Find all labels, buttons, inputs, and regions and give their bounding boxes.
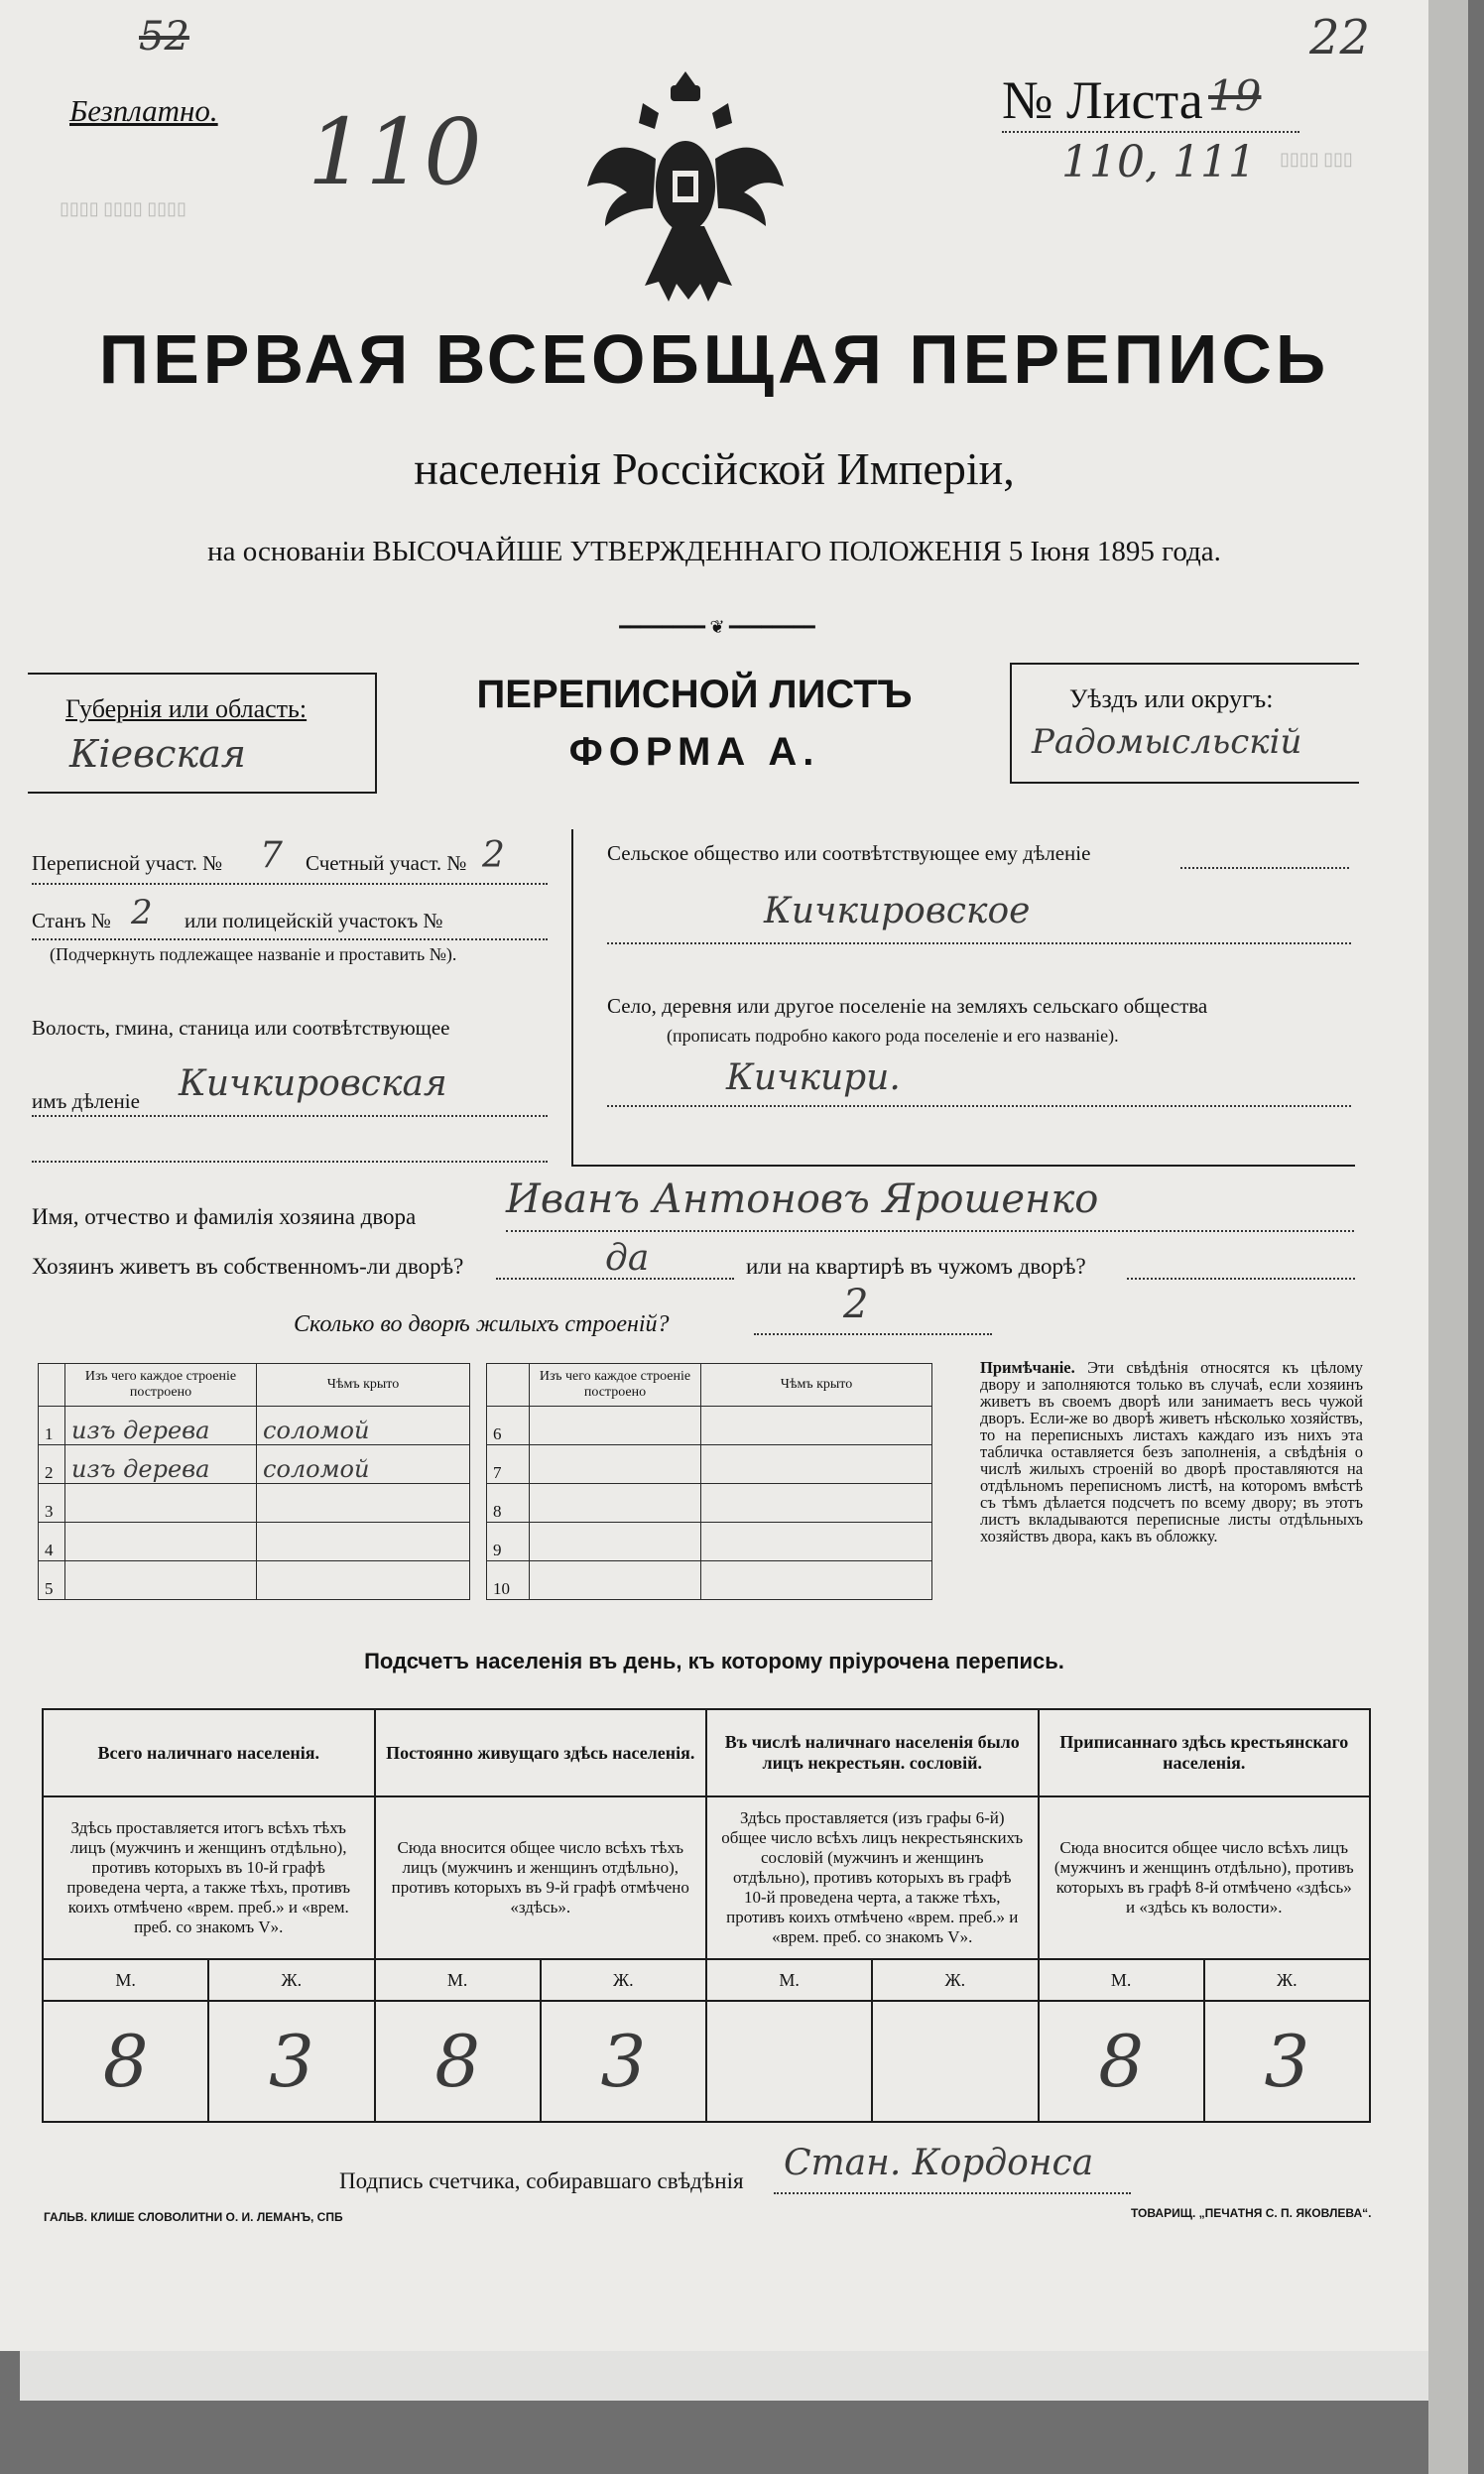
volost-label-1: Волость, гмина, станица или соотвѣтствующее (32, 1016, 450, 1040)
volost-value: Кичкировская (179, 1063, 447, 1104)
table-row (487, 1445, 932, 1484)
double-headed-eagle-emblem (583, 67, 788, 306)
male-label: М. (706, 1959, 872, 2001)
male-label: М. (1039, 1959, 1204, 2001)
roof-cell: соломой (257, 1407, 470, 1445)
main-title: ПЕРВАЯ ВСЕОБЩАЯ ПЕРЕПИСЬ (98, 320, 1330, 398)
male-label: М. (375, 1959, 541, 2001)
female-label: Ж. (1204, 1959, 1370, 2001)
handwritten-number: 110 (308, 99, 482, 205)
row-number: 5 (39, 1561, 65, 1600)
free-label: Безплатно. (69, 93, 218, 128)
census-section-label: Переписной участ. № (32, 851, 223, 875)
note-title: Примѣчаніе. (980, 1358, 1075, 1377)
row-number: 1 (39, 1407, 65, 1445)
population-heading: Подсчетъ населенія въ день, къ которому пріурочена перепись. (364, 1649, 1064, 1673)
apartment-label: или на квартирѣ въ чужомъ дворѣ? (746, 1254, 1086, 1279)
note-block (980, 1359, 1363, 1545)
non-peasant-desc: Здѣсь проставляется (изъ графы 6-й) общее число всѣхъ лицъ некрестьянскихъ сословій (мужчинъ и женщинъ отдѣльно), противъ которыхъ въ графѣ 10-й проведена черта, а также тѣхъ, противъ коихъ отмѣчено «врем. преб.» и «врем. преб. со знакомъ V». (706, 1796, 1039, 1959)
note-text: Эти свѣдѣнія относятся къ цѣлому двору и заполняются только въ случаѣ, если хозяинъ живетъ въ своемъ дворѣ или занимаетъ весь чужой дворъ. Если-же во дворѣ живетъ нѣсколько хозяйствъ, то на переписныхъ листахъ каждаго изъ нихъ эта табличка оставляется безъ заполненія, а свѣдѣнія о числѣ жилыхъ строеній во дворѣ проставляются на отдѣльномъ переписномъ листѣ, на которомъ вмѣстѣ съ тѣмъ дѣлается подсчетъ по всему двору; въ этотъ листъ вкладываются переписные листы отдѣльныхъ хозяйствъ двора, какъ въ обложку. (980, 1358, 1363, 1546)
row-number: 3 (39, 1484, 65, 1523)
village-label: Село, деревня или другое поселеніе на земляхъ сельскаго общества (607, 994, 1208, 1018)
table-row (487, 1561, 932, 1600)
village-value: Кичкири. (726, 1057, 901, 1098)
roof-column-header: Чѣмъ крыто (701, 1364, 932, 1407)
table-row (39, 1523, 470, 1561)
row-number: 8 (487, 1484, 530, 1523)
population-table (42, 1708, 1371, 2123)
registered-peasant-desc: Сюда вносится общее число всѣхъ лицъ (мужчинъ и женщинъ отдѣльно), противъ которыхъ въ графѣ 8-й отмѣчено «здѣсь» и «здѣсь къ волости». (1039, 1796, 1371, 1959)
district-label: Уѣздъ или округъ: (1069, 684, 1274, 713)
volost-label-2: имъ дѣленіе (32, 1089, 140, 1113)
buildings-table-right (486, 1363, 932, 1600)
material-cell: изъ дерева (65, 1445, 257, 1484)
owner-value: Иванъ Антоновъ Ярошенко (506, 1176, 1099, 1222)
material-cell (65, 1484, 257, 1523)
bleed-through-text: ▯▯▯▯ ▯▯▯ (1280, 149, 1353, 169)
counting-section-label: Счетный участ. № (306, 851, 467, 875)
province-label: Губернія или область: (65, 694, 308, 723)
registered-male-value: 8 (1039, 2001, 1204, 2122)
row-number: 4 (39, 1523, 65, 1561)
permanent-female-value: 3 (541, 2001, 706, 2122)
owner-label: Имя, отчество и фамилія хозяина двора (32, 1204, 417, 1229)
table-row (487, 1407, 932, 1445)
signature: Стан. Кордонса (784, 2143, 1094, 2183)
village-note: (прописать подробно какого рода поселеніе и его названіе). (667, 1026, 1119, 1046)
buildings-table-left (38, 1363, 470, 1600)
total-population-header: Всего наличнаго населенія. (43, 1709, 375, 1796)
registered-female-value: 3 (1204, 2001, 1370, 2122)
registered-peasant-header: Приписаннаго здѣсь крестьянскаго населенія. (1039, 1709, 1371, 1796)
row-number: 10 (487, 1561, 530, 1600)
non-peasant-header: Въ числѣ наличнаго населенія было лицъ некрестьян. сословій. (706, 1709, 1039, 1796)
roof-cell (257, 1523, 470, 1561)
material-cell (65, 1561, 257, 1600)
own-yard-value: да (605, 1238, 650, 1279)
roof-column-header: Чѣмъ крыто (257, 1364, 470, 1407)
table-row (39, 1561, 470, 1600)
roof-cell (257, 1484, 470, 1523)
table-row (487, 1523, 932, 1561)
struck-sheet-number: 19 (1208, 71, 1262, 120)
table-row (39, 1484, 470, 1523)
row-number: 9 (487, 1523, 530, 1561)
sheet-number-value: 110, 111 (1061, 137, 1256, 187)
corner-number: 52 (139, 14, 189, 60)
stan-label: Станъ № (32, 909, 111, 932)
roof-cell: соломой (257, 1445, 470, 1484)
police-section-label: или полицейскій участокъ № (185, 909, 443, 932)
community-label: Сельское общество или соотвѣтствующее ему дѣленіе (607, 841, 1091, 865)
form-title: ПЕРЕПИСНОЙ ЛИСТЪ (476, 673, 913, 716)
row-number: 6 (487, 1407, 530, 1445)
male-label: М. (43, 1959, 208, 2001)
total-male-value: 8 (43, 2001, 208, 2122)
community-value: Кичкировское (764, 891, 1031, 931)
basis-line: на основаніи ВЫСОЧАЙШЕ УТВЕРЖДЕННАГО ПОЛОЖЕНІЯ 5 Іюня 1895 года. (207, 536, 1221, 567)
census-section-value: 7 (260, 835, 283, 876)
non-peasant-female-value (872, 2001, 1038, 2122)
roof-cell (257, 1561, 470, 1600)
underlying-sheet-edge (1428, 0, 1468, 2474)
permanent-population-desc: Сюда вносится общее число всѣхъ тѣхъ лицъ (мужчинъ и женщинъ отдѣльно), противъ которыхъ въ 9-й графѣ отмѣчено «здѣсь». (375, 1796, 707, 1959)
stan-note: (Подчеркнуть подлежащее названіе и проставить №). (50, 944, 457, 964)
subtitle: населенія Россійской Имперіи, (414, 443, 1015, 494)
permanent-population-header: Постоянно живущаго здѣсь населенія. (375, 1709, 707, 1796)
printer-credit-left: ГАЛЬВ. КЛИШЕ СЛОВОЛИТНИ О. И. ЛЕМАНЪ, СПБ (44, 2210, 343, 2224)
sheet-number-label: № Листа (1002, 70, 1203, 130)
material-column-header: Изъ чего каждое строеніе построено (65, 1364, 257, 1407)
total-population-desc: Здѣсь проставляется итогъ всѣхъ тѣхъ лицъ (мужчинъ и женщинъ отдѣльно), противъ которыхъ въ 10-й графѣ проведена черта, а также тѣхъ, противъ коихъ отмѣчено «врем. преб.» и «врем. преб. со знакомъ V». (43, 1796, 375, 1959)
female-label: Ж. (208, 1959, 374, 2001)
top-right-number: 22 (1309, 10, 1371, 65)
female-label: Ж. (541, 1959, 706, 2001)
table-row (487, 1484, 932, 1523)
non-peasant-male-value (706, 2001, 872, 2122)
ornament-divider: ━━━━━━━━ ❦ ━━━━━━━━ (619, 617, 815, 637)
table-row (39, 1407, 470, 1445)
province-value: Кіевская (69, 732, 246, 776)
material-cell (65, 1523, 257, 1561)
stan-value: 2 (131, 893, 153, 932)
total-female-value: 3 (208, 2001, 374, 2122)
bleed-through-text: ▯▯▯▯ ▯▯▯▯ ▯▯▯▯ (60, 198, 186, 218)
buildings-count: 2 (843, 1282, 869, 1327)
row-number: 7 (487, 1445, 530, 1484)
buildings-label: Сколько во дворѣ жилыхъ строеній? (294, 1311, 670, 1337)
table-row (39, 1445, 470, 1484)
form-label: ФОРМА А. (568, 730, 820, 774)
signature-label: Подпись счетчика, собиравшаго свѣдѣнія (339, 2168, 744, 2193)
row-number: 2 (39, 1445, 65, 1484)
district-value: Радомысльскій (1032, 722, 1302, 762)
printer-credit-right: ТОВАРИЩ. „ПЕЧАТНЯ С. П. ЯКОВЛЕВА“. (1131, 2206, 1372, 2220)
own-yard-label: Хозяинъ живетъ въ собственномъ-ли дворѣ? (32, 1254, 464, 1279)
counting-section-value: 2 (482, 835, 505, 876)
material-cell: изъ дерева (65, 1407, 257, 1445)
permanent-male-value: 8 (375, 2001, 541, 2122)
female-label: Ж. (872, 1959, 1038, 2001)
material-column-header: Изъ чего каждое строеніе построено (530, 1364, 701, 1407)
sheet-number-line (1002, 131, 1299, 133)
